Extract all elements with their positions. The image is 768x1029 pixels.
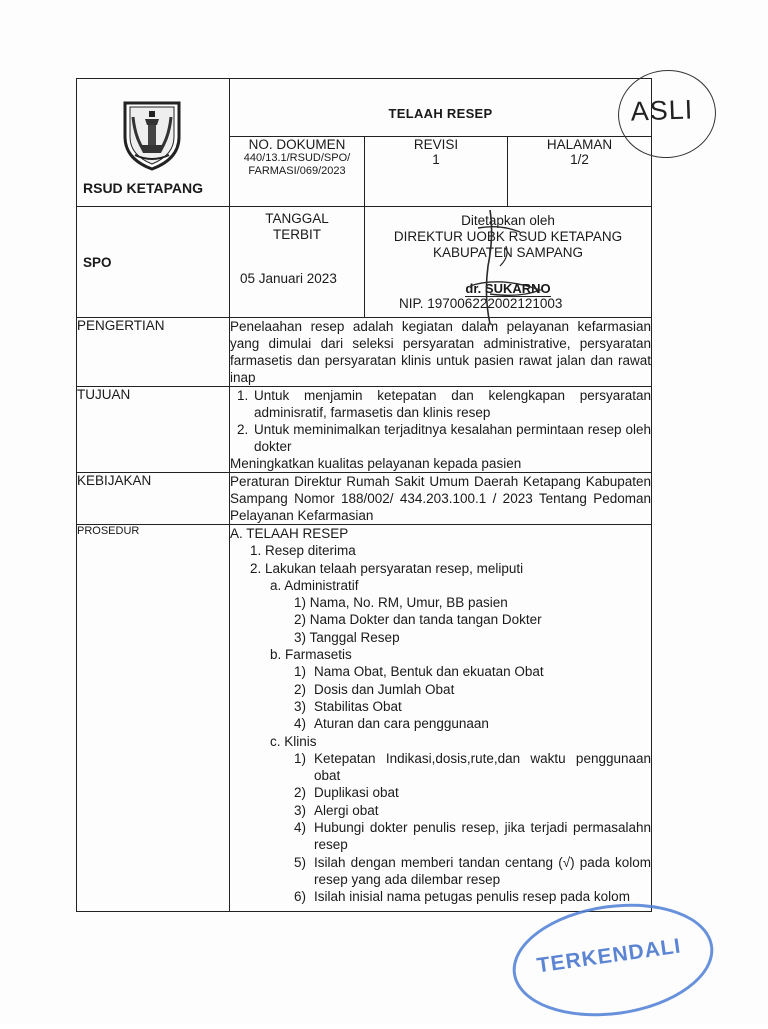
sub-b-item: 4) Aturan dan cara penggunaan [294,716,489,732]
no-dokumen-cell [230,136,365,206]
tujuan-item: 1. Untuk menjamin ketepatan dan kelengkapan persyaratan adminisratif, farmasetis dan klinis resep [252,387,651,421]
pengertian-text: Penelaahan resep adalah kegiatan dalam pelayanan kefarmasian yang dimulai dari seleksi persyaratan administrative, persyaratan farmasetis dan persyaratan klinis untuk pasien rawat jalan dan rawat inap [230,319,652,385]
terkendali-stamp [505,891,720,1028]
sub-c-item: 2) Duplikasi obat [294,785,399,801]
logo-cell [77,79,230,207]
revisi-cell [365,136,508,206]
spo-cell [77,207,230,318]
prosedur-label: PROSEDUR [77,525,230,912]
step-2: 2. Lakukan telaah persyaratan resep, meliputi [250,560,524,576]
sub-b-item: 3) Stabilitas Obat [294,698,402,714]
tanggal-terbit-label: TANGGAL TERBIT [265,211,329,242]
title-cell [230,79,652,137]
no-dokumen-label: NO. DOKUMEN [248,136,346,152]
signature-scribble [430,206,570,326]
ditetapkan-label: Ditetapkan oleh [461,213,555,228]
signer-nip: NIP. 197006222002121003 [399,296,563,311]
sub-a-item: 2) Nama Dokter dan tanda tangan Dokter [294,612,542,628]
hospital-logo [117,97,187,171]
sub-a-item: 3) Tanggal Resep [294,629,400,645]
halaman-cell [508,136,652,206]
regency-name: KABUPATEN SAMPANG [432,245,584,260]
spo-document-table [76,78,652,912]
sub-b-item: 2) Dosis dan Jumlah Obat [294,681,455,697]
tujuan-extra: Meningkatkan kualitas pelayanan kepada pasien [230,456,522,471]
sub-a-item: 1) Nama, No. RM, Umur, BB pasien [294,595,508,611]
no-dokumen-value: 440/13.1/RSUD/SPO/ FARMASI/069/2023 [243,151,351,177]
kebijakan-label: KEBIJAKAN [77,473,230,525]
asli-stamp-text: ASLI [630,94,694,127]
kebijakan-text: Peraturan Direktur Rumah Sakit Umum Daerah Ketapang Kabupaten Sampang Nomor 188/002/ 434.203.100.1 / 2023 Tentang Pedoman Pelayanan Kefarmasian [230,474,652,523]
institution-name: RSUD KETAPANG [83,180,204,196]
tujuan-content [230,387,652,473]
signer-name-text: dr. SUKARNO [465,281,551,296]
sub-b-label: b. Farmasetis [270,647,352,663]
sub-c-item: 5) Isilah dengan memberi tandan centang (√) pada kolom resep yang ada dilembar resep [294,854,652,887]
tujuan-label: TUJUAN [77,387,230,473]
halaman-label: HALAMAN [546,136,613,152]
section-a-heading: A. TELAAH RESEP [230,526,349,541]
tanggal-terbit-value: 05 Januari 2023 [240,271,337,286]
sub-a-label: a. Administratif [270,577,359,593]
document-title: TELAAH RESEP [388,106,493,121]
revisi-value: 1 [432,151,440,167]
sub-c-item: 6) Isilah inisial nama petugas penulis resep pada kolom [294,889,630,905]
tanggal-terbit-cell [230,207,365,318]
sub-c-item: 4) Hubungi dokter penulis resep, jika terjadi permasalahn resep [294,820,652,853]
step-1: 1. Resep diterima [250,543,356,559]
spo-label: SPO [83,255,112,270]
director-title: DIREKTUR UOBK RSUD KETAPANG [393,229,623,244]
sub-c-label: c. Klinis [270,733,317,749]
pengertian-label: PENGERTIAN [77,318,230,387]
revisi-label: REVISI [413,136,459,152]
sub-b-item: 1) Nama Obat, Bentuk dan ekuatan Obat [294,664,544,680]
sub-c-item: 3) Alergi obat [294,802,379,818]
sub-c-item: 1) Ketepatan Indikasi,dosis,rute,dan waktu penggunaan obat [294,750,652,784]
prosedur-content [230,525,652,912]
halaman-value: 1/2 [570,151,589,167]
tujuan-item: 2. Untuk meminimalkan terjaditnya kesalahan permintaan resep oleh dokter [252,421,651,455]
tujuan-list [230,387,651,455]
terkendali-stamp-text: TERKENDALI [535,934,683,978]
